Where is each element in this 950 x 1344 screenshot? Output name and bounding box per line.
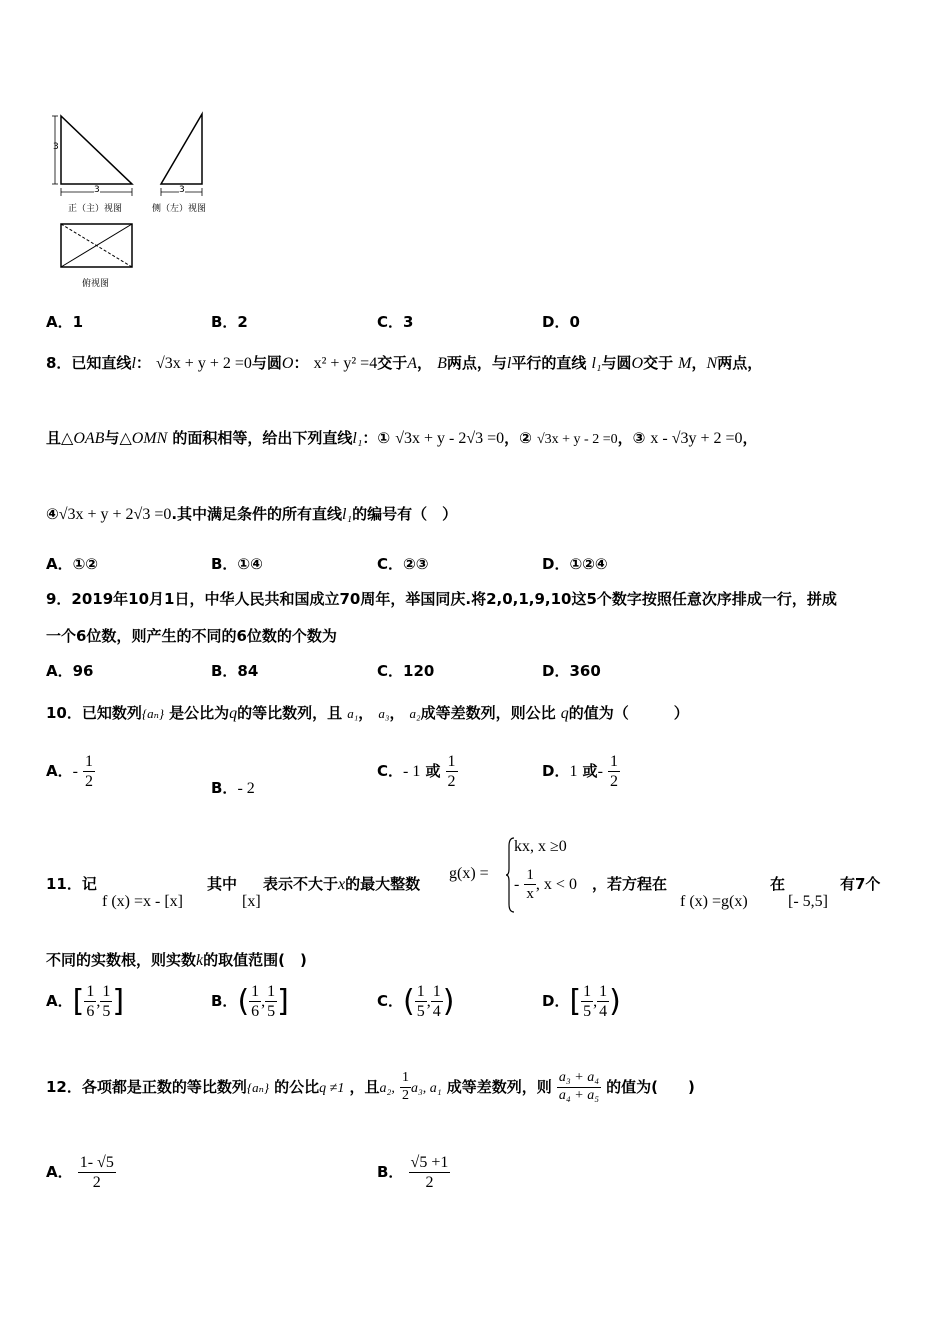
top-view-label: 俯视图 — [82, 279, 110, 289]
side-view-label: 侧（左）视图 — [152, 204, 207, 214]
q11-piecewise — [506, 836, 586, 914]
q11-t1: 11．记 — [46, 875, 97, 893]
dim-front-width: 3 — [94, 185, 100, 195]
q9-option-c: C．120 — [377, 662, 435, 680]
q7-option-c: C．3 — [377, 313, 414, 331]
q11-t3: 表示不大于x的最大整数 — [263, 875, 421, 893]
q11-equation: f (x) =g(x) — [680, 893, 748, 910]
q8-option-a: A．①② — [46, 555, 99, 573]
q10-option-b: B．- 2 — [211, 779, 255, 797]
q8-option-b: B．①④ — [211, 555, 263, 573]
q11-bracket-x: [x] — [242, 893, 261, 910]
q7-option-a: A．1 — [46, 313, 84, 331]
dim-side-width: 3 — [179, 185, 185, 195]
front-view-shape — [61, 116, 132, 184]
q12-option-a: A． $\frac{1- √5}{2}$ — [46, 1154, 114, 1192]
q10-option-a: A．- $\frac{1}{2}$ — [46, 753, 94, 791]
q8-line3: ④√3x + y + 2√3 =0.其中满足条件的所有直线l₁的编号有（ ） — [46, 505, 458, 523]
q12-stem: 12．各项都是正数的等比数列{aₙ} 的公比q ≠1 ，且a₂, $\frac{1}{2}$ a₃, a₁ 成等差数列，则 $\frac{\text{a₃ + a₄}}{\text{a₄ + a₅}}$ 的值为( ) — [46, 1070, 695, 1103]
q11-interval: [- 5,5] — [788, 893, 828, 910]
q11-t2: 其中 — [207, 875, 238, 893]
three-view-drawing — [44, 108, 224, 288]
dim-height: 3 — [53, 142, 59, 152]
q11-case2: - $\frac{1}{x}$ , x < 0 — [514, 867, 577, 902]
q10-option-d: D．1 或- $\frac{1}{2}$ — [542, 753, 618, 791]
side-view-shape — [161, 114, 202, 184]
q12-option-b: B． $\frac{√5 +1}{2}$ — [377, 1154, 449, 1192]
q8-line2: 且△OAB与△OMN 的面积相等，给出下列直线l₁：① √3x + y - 2√3 =0，② √3x + y - 2 =0，③ x - √3y + 2 =0， — [46, 429, 758, 447]
q7-option-d: D．0 — [542, 313, 580, 331]
q9-option-b: B．84 — [211, 662, 259, 680]
q9-line2: 一个6位数，则产生的不同的6位数的个数为 — [46, 627, 337, 645]
q10-stem: 10．已知数列{aₙ} 是公比为q的等比数列，且 a₁， a₃， a₂成等差数列，则公比 q的值为（ ） — [46, 704, 689, 722]
q11-option-a: A．[ $\frac{1}{6}$ , $\frac{1}{5}$ ] — [46, 983, 125, 1021]
q9-line1: 9．2019年10月1日，中华人民共和国成立70周年，举国同庆.将2,0,1,9,10这5个数字按照任意次序排成一行，拼成 — [46, 590, 837, 608]
q10-option-c: C．- 1 或 $\frac{1}{2}$ — [377, 753, 456, 791]
q11-option-d: D．[ $\frac{1}{5}$ , $\frac{1}{4}$ ) — [542, 983, 621, 1021]
q11-option-b: B．( $\frac{1}{6}$ , $\frac{1}{5}$ ] — [211, 983, 289, 1021]
q11-t7: 有7个 — [840, 875, 881, 893]
q9-option-a: A．96 — [46, 662, 94, 680]
q8-option-d: D．①②④ — [542, 555, 608, 573]
q11-f-def: f (x) =x - [x] — [102, 893, 183, 910]
q9-option-d: D．360 — [542, 662, 601, 680]
q8-option-c: C．②③ — [377, 555, 429, 573]
q11-g-label: g(x) = — [449, 865, 489, 882]
q11-line2: 不同的实数根，则实数k的取值范围( ) — [46, 951, 307, 969]
q11-t5: ，若方程在 — [592, 875, 668, 893]
q11-case1: kx, x ≥0 — [514, 838, 567, 855]
q11-t6: 在 — [770, 875, 786, 893]
q11-option-c: C．( $\frac{1}{5}$ , $\frac{1}{4}$ ) — [377, 983, 455, 1021]
q7-option-b: B．2 — [211, 313, 248, 331]
front-view-label: 正（主）视图 — [68, 204, 123, 214]
three-view-figure — [44, 108, 224, 288]
q8-line1: 8．已知直线l： √3x + y + 2 =0与圆O： x² + y² =4交于A， B两点，与l平行的直线 l₁与圆O交于 M，N两点， — [46, 354, 763, 372]
